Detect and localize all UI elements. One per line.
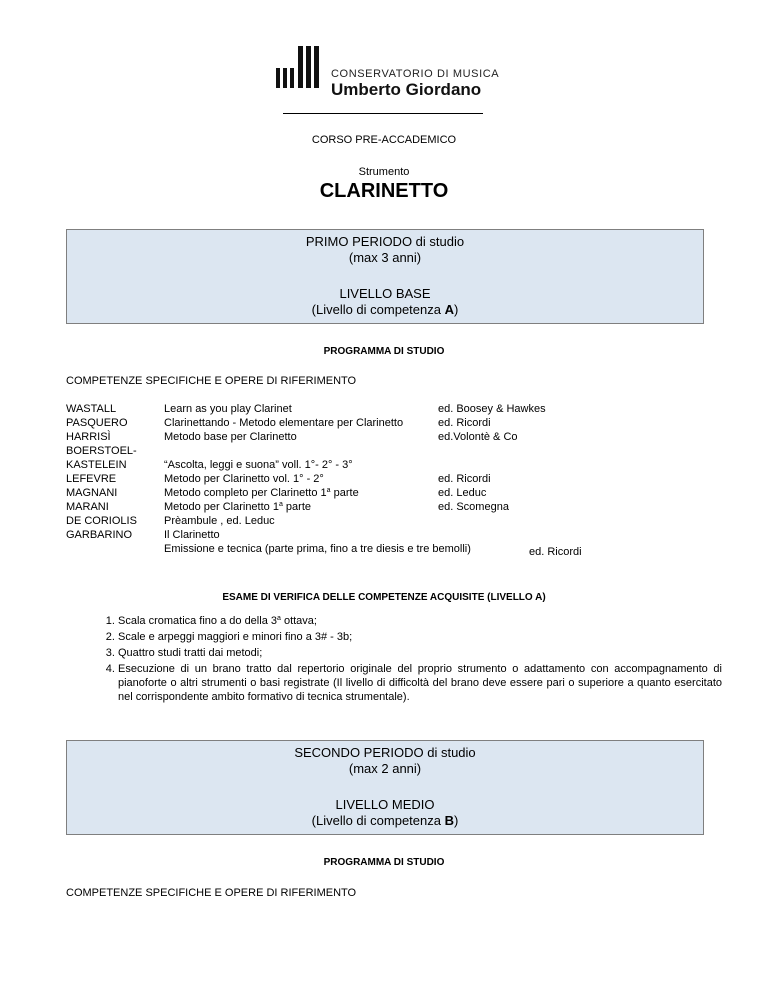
edition: ed. Ricordi bbox=[529, 546, 582, 558]
author: HARRISÌ bbox=[66, 431, 111, 443]
edition bbox=[438, 444, 546, 458]
work: Clarinettando - Metodo elementare per Clarinetto bbox=[164, 417, 404, 429]
authors-column bbox=[66, 402, 137, 542]
author: BOERSTOEL- bbox=[66, 445, 137, 457]
edition: ed. Ricordi bbox=[438, 473, 491, 485]
work: Prèambule , ed. Leduc bbox=[164, 515, 275, 527]
work: Metodo base per Clarinetto bbox=[164, 431, 297, 443]
period-title: SECONDO PERIODO di studio bbox=[294, 745, 476, 760]
edition: ed. Boosey & Hawkes bbox=[438, 403, 546, 415]
period-competence: (Livello di competenza B) bbox=[311, 813, 459, 828]
work: “Ascolta, leggi e suona” voll. 1°- 2° - 3° bbox=[164, 459, 353, 471]
author: MARANI bbox=[66, 501, 109, 513]
exam-heading: ESAME DI VERIFICA DELLE COMPETENZE ACQUISITE (LIVELLO A) bbox=[222, 592, 546, 603]
period-title: PRIMO PERIODO di studio bbox=[305, 234, 465, 249]
program-heading-2: PROGRAMMA DI STUDIO bbox=[323, 857, 445, 868]
edition bbox=[438, 458, 546, 472]
exam-list bbox=[96, 614, 722, 706]
editions-column bbox=[438, 402, 546, 514]
edition: ed. Ricordi bbox=[438, 417, 491, 429]
period-duration: (max 2 anni) bbox=[348, 761, 422, 776]
edition: ed. Leduc bbox=[438, 487, 487, 499]
author: KASTELEIN bbox=[66, 459, 127, 471]
instrument-label: Strumento bbox=[358, 166, 410, 178]
author: LEFEVRE bbox=[66, 473, 117, 485]
period-box-1 bbox=[66, 229, 704, 324]
header-divider bbox=[283, 113, 483, 114]
author: GARBARINO bbox=[66, 529, 133, 541]
logo-text-line2: Umberto Giordano bbox=[331, 80, 482, 99]
work: Il Clarinetto bbox=[164, 529, 220, 541]
period-level: LIVELLO MEDIO bbox=[335, 797, 435, 812]
author: WASTALL bbox=[66, 403, 117, 415]
period-competence: (Livello di competenza A) bbox=[311, 302, 459, 317]
exam-item: 4. Esecuzione di un brano tratto dal repertorio originale del proprio strumento o adattamento con accompagnamento di pianoforte o altri strumenti o basi registrate (Il livello di difficoltà del brano deve essere pari o superiore a quanto esercitato nel corrispondente ambito formativo di tecnica strumentale). bbox=[118, 662, 722, 704]
work: Learn as you play Clarinet bbox=[164, 403, 292, 415]
edition: ed. Scomegna bbox=[438, 501, 509, 513]
work: Metodo per Clarinetto vol. 1° - 2° bbox=[164, 473, 324, 485]
exam-item: 1. Scala cromatica fino a do della 3$^a$ ottava; bbox=[118, 614, 722, 628]
period-box-2 bbox=[66, 740, 704, 835]
course-title: CORSO PRE-ACCADEMICO bbox=[311, 134, 457, 146]
works-column bbox=[164, 402, 471, 556]
work: Emissione e tecnica (parte prima, fino a tre diesis e tre bemolli) bbox=[164, 543, 471, 555]
competences-heading-2: COMPETENZE SPECIFICHE E OPERE DI RIFERIMENTO bbox=[66, 887, 357, 899]
author: DE CORIOLIS bbox=[66, 515, 137, 527]
program-heading: PROGRAMMA DI STUDIO bbox=[323, 346, 445, 357]
work: Metodo completo per Clarinetto 1$^a$ parte bbox=[164, 487, 359, 499]
period-level: LIVELLO BASE bbox=[339, 286, 431, 301]
competences-heading: COMPETENZE SPECIFICHE E OPERE DI RIFERIMENTO bbox=[66, 375, 357, 387]
logo-text-line1: CONSERVATORIO DI MUSICA bbox=[331, 68, 500, 80]
exam-item: 3. Quattro studi tratti dai metodi; bbox=[118, 646, 722, 660]
work: Metodo per Clarinetto 1$^a$ parte bbox=[164, 501, 311, 513]
work bbox=[164, 444, 471, 458]
edition: ed.Volontè & Co bbox=[438, 431, 518, 443]
instrument-title: CLARINETTO bbox=[319, 180, 449, 202]
period-duration: (max 3 anni) bbox=[348, 250, 422, 265]
exam-item: 2. Scale e arpeggi maggiori e minori fino a 3# - 3b; bbox=[118, 630, 722, 644]
author: PASQUERO bbox=[66, 417, 128, 429]
author: MAGNANI bbox=[66, 487, 118, 499]
